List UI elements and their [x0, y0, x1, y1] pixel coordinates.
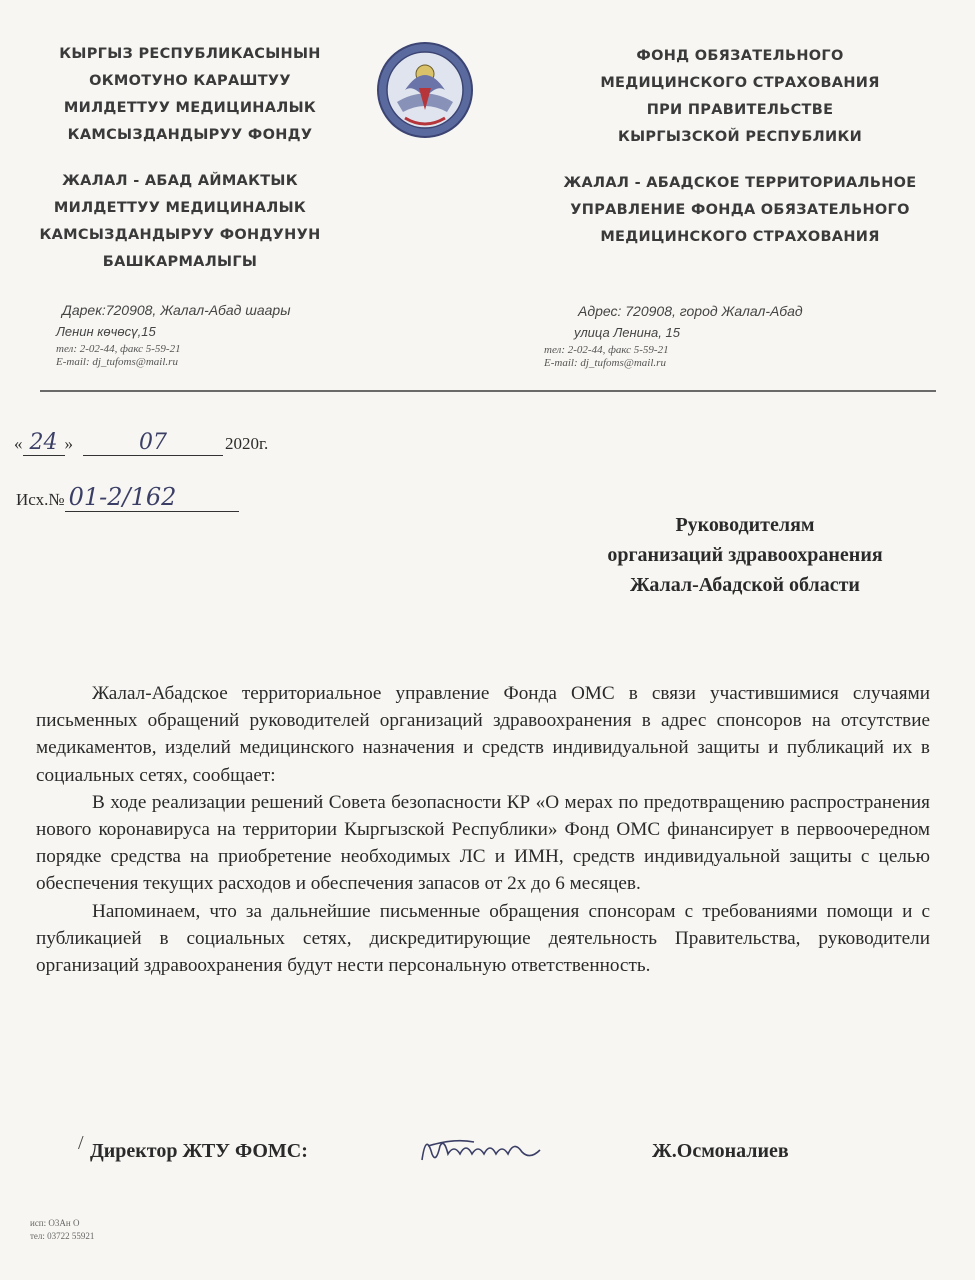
body-paragraph: В ходе реализации решений Совета безопасности КР «О мерах по предотвращению распространения нового коронавируса на территории Кыргызской Республики» Фонд ОМС финансирует в первоочередном порядке средства на приобретение необходимых ЛС и ИМН, средств индивидуальной защиты с целью обеспечения текущих расходов и обеспечения запасов от 2х до 6 месяцев.: [36, 791, 930, 895]
address-phone: тел: 2-02-44, факс 5-59-21: [56, 343, 181, 355]
executor-phone: тел: 03722 55921: [30, 1231, 95, 1241]
outgoing-number: [16, 483, 239, 512]
letter-body: [36, 680, 930, 979]
address-email: E-mail: dj_tufoms@mail.ru: [56, 356, 178, 368]
letterhead-line: КЫРГЫЗ РЕСПУБЛИКАСЫНЫН: [59, 46, 321, 62]
body-paragraph: Напоминаем, что за дальнейшие письменные обращения спонсорам с требованиями помощи и с публикацией в социальных сетях, дискредитирующие деятельность Правительства, руководители организаций здравоохранения будут нести персональную ответственность.: [36, 900, 930, 977]
body-paragraph: Жалал-Абадское территориальное управление Фонда ОМС в связи участившимися случаями письменных обращений руководителей организаций здравоохранения в адрес спонсоров на отсутствие медикаментов, изделий медицинского назначения и средств индивидуальной защиты и публикаций их в социальных сетях, сообщает:: [36, 683, 930, 786]
letterhead-line: КЫРГЫЗСКОЙ РЕСПУБЛИКИ: [617, 129, 863, 145]
outgoing-number-value: 01-2/162: [65, 483, 239, 512]
handwritten-signature: [414, 1124, 554, 1174]
letterhead-line: КАМСЫЗДАНДЫРУУ ФОНДУ: [67, 127, 313, 143]
letterhead-line: МИЛДЕТТУУ МЕДИЦИНАЛЫК: [53, 200, 307, 216]
addressee-line: организаций здравоохранения: [607, 544, 883, 566]
signatory-position: Директор ЖТУ ФОМС:: [90, 1140, 308, 1162]
letterhead-line: МЕДИЦИНСКОГО СТРАХОВАНИЯ: [600, 229, 880, 245]
date-open-quote: «: [14, 434, 23, 453]
address-ru: [544, 303, 803, 369]
date-day: 24: [23, 430, 65, 456]
signature-block: [78, 1132, 838, 1176]
kyrgyz-emblem-icon: [375, 40, 475, 140]
letterhead-line: ОКМОТУНО КАРАШТУУ: [89, 73, 291, 89]
letterhead-line: ФОНД ОБЯЗАТЕЛЬНОГО: [636, 48, 844, 64]
letterhead-line: МЕДИЦИНСКОГО СТРАХОВАНИЯ: [600, 75, 880, 91]
letter-date: [14, 430, 268, 456]
address-kg: [56, 302, 291, 368]
letterhead-kg-department: [30, 168, 330, 276]
address-email: E-mail: dj_tufoms@mail.ru: [544, 357, 666, 369]
executor-name: исп: О3Ан О: [30, 1218, 80, 1228]
address-phone: тел: 2-02-44, факс 5-59-21: [544, 344, 669, 356]
addressee-line: Руководителям: [675, 514, 815, 536]
margin-mark: /: [78, 1132, 84, 1154]
address-line: Дарек:720908, Жалал-Абад шаары: [62, 302, 291, 318]
letterhead-line: ЖАЛАЛ - АБАДСКОЕ ТЕРРИТОРИАЛЬНОЕ: [563, 175, 917, 191]
addressee-block: [560, 510, 930, 600]
letterhead-line: БАШКАРМАЛЫГЫ: [102, 254, 258, 270]
letterhead-line: КАМСЫЗДАНДЫРУУ ФОНДУНУН: [39, 227, 321, 243]
header-divider: [40, 390, 936, 392]
letterhead-kg-fund: [40, 41, 340, 149]
letterhead-line: МИЛДЕТТУУ МЕДИЦИНАЛЫК: [63, 100, 317, 116]
letterhead-ru-department: [560, 170, 920, 251]
date-year: 2020г.: [225, 434, 269, 453]
address-street: улица Ленина, 15: [574, 325, 680, 340]
letterhead-line: УПРАВЛЕНИЕ ФОНДА ОБЯЗАТЕЛЬНОГО: [570, 202, 910, 218]
outgoing-number-label: Исх.№: [16, 490, 65, 509]
letterhead-ru-fund: [580, 43, 900, 151]
letterhead-line: ПРИ ПРАВИТЕЛЬСТВЕ: [646, 102, 834, 118]
signatory-name: Ж.Осмоналиев: [652, 1140, 789, 1162]
letterhead-line: ЖАЛАЛ - АБАД АЙМАКТЫК: [62, 173, 298, 189]
addressee-line: Жалал-Абадской области: [630, 574, 860, 596]
executor-info: [30, 1217, 94, 1243]
date-close-quote: »: [64, 434, 73, 453]
date-month: 07: [83, 430, 223, 456]
address-line: Адрес: 720908, город Жалал-Абад: [578, 303, 803, 319]
address-street: Ленин көчөсү,15: [56, 324, 156, 339]
